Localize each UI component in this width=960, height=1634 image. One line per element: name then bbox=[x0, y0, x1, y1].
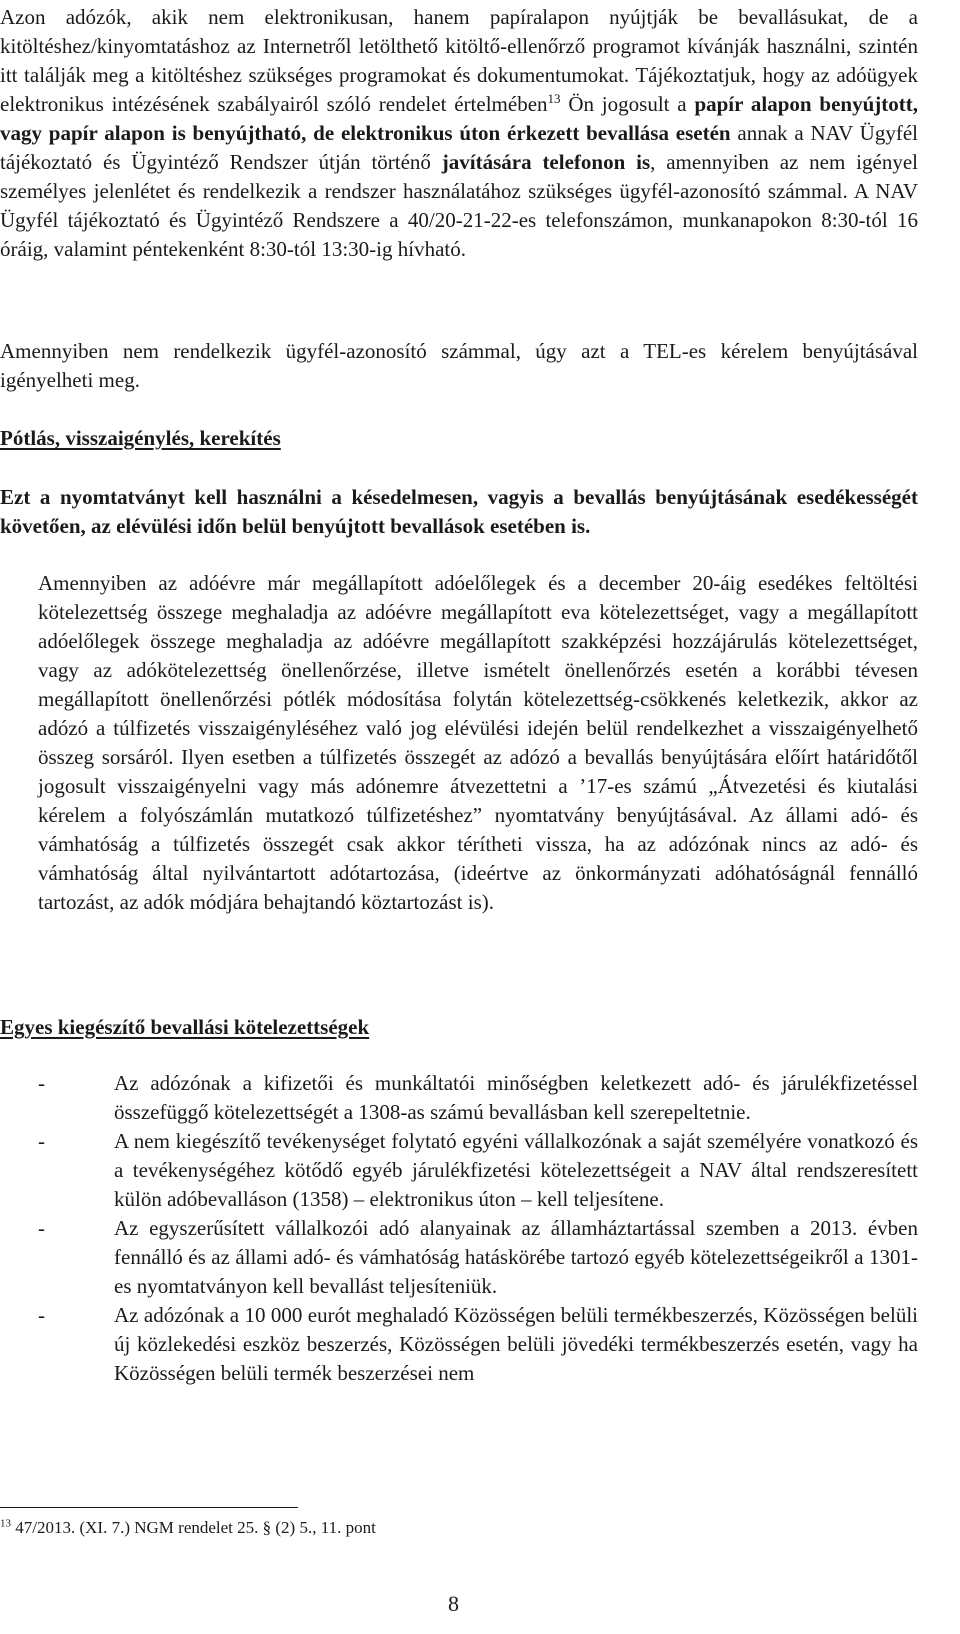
footnote-ref: 13 bbox=[547, 91, 561, 106]
list-item bbox=[0, 1069, 918, 1127]
footnote bbox=[0, 1517, 376, 1539]
footnote-text: 47/2013. (XI. 7.) NGM rendelet 25. § (2) 5., 11. pont bbox=[11, 1518, 376, 1537]
dash-bullet: - bbox=[38, 1303, 45, 1327]
section-heading-potlas: Pótlás, visszaigénylés, kerekítés bbox=[0, 426, 281, 450]
list-item bbox=[0, 1127, 918, 1214]
dash-bullet: - bbox=[38, 1216, 45, 1240]
section1-body: Amennyiben az adóévre már megállapított adóelőlegek és a december 20-áig esedékes feltöltési kötelezettség összege meghaladja az adóévre megállapított eva kötelezettséget, vagy a megállapított adóelőlegek összege meghaladja az adóévre megállapított szakképzési hozzájárulás kötelezettséget, vagy az adókötelezettség önellenőrzése, illetve ismételt önellenőrzés esetén a korábbi tévesen megállapított önellenőrzési pótlék módosítása folytán kötelezettség-csökkenés keletkezik, akkor az adózó a túlfizetés visszaigényléséhez való jog elévülési idején belül rendelkezhet a visszaigényelhető összeg sorsáról. Ilyen esetben a túlfizetés összegét az adózó a bevallás benyújtására előírt határidőtől jogosult visszaigényelni vagy más adónemre átvezettetni a ’17-es számú „Átvezetési és kiutalási kérelem a folyószámlán mutatkozó túlfizetéshez” nyomtatvány benyújtásával. Az állami adó- és vámhatóság a túlfizetés összegét csak akkor térítheti vissza, ha az adózónak nincs az adó- és vámhatóság által nyilvántartott adótartozása, (ideértve az önkormányzati adóhatóságnál fennálló tartozást, az adók módjára behajtandó köztartozást is). bbox=[38, 571, 918, 914]
dash-bullet: - bbox=[38, 1071, 45, 1095]
page-number: 8 bbox=[448, 1591, 459, 1616]
obligations-list bbox=[0, 1069, 918, 1388]
intro-text-d: annak a NAV Ügyfél tájékoztató és Ügyintéző Rendszer útján történő bbox=[0, 121, 918, 174]
footnote-mark: 13 bbox=[0, 1517, 11, 1530]
list-item-text: Az adózónak a kifizetői és munkáltatói minőségben keletkezett adó- és járulékfizetéssel összefüggő kötelezettségét a 1308-as számú bevallásban kell szerepeltetnie. bbox=[114, 1071, 918, 1124]
intro-text-e: , amennyiben az nem igényel személyes jelenlétet és rendelkezik a rendszer használatához szükséges ügyfél-azonosító számmal. A NAV Ügyfél tájékoztató és Ügyintéző Rendszere a 40/20-21-22-es telefonszámon, munkanapokon 8:30-tól 16 óráig, valamint péntekenként 8:30-tól 13:30-ig hívható. bbox=[0, 150, 918, 261]
list-item-text: A nem kiegészítő tevékenységet folytató egyéni vállalkozónak a saját személyére vonatkozó és a tevékenységéhez kötődő egyéb járulékfizetési kötelezettségeit a NAV által rendszeresített külön adóbevalláson (1358) – elektronikus úton – kell teljesítene. bbox=[114, 1129, 918, 1211]
intro-paragraph bbox=[0, 3, 918, 264]
list-item-text: Az adózónak a 10 000 eurót meghaladó Közösségen belüli termékbeszerzés, Közösségen belüli új közlekedési eszköz beszerzés, Közösségen belüli jövedéki termékbeszerzés esetén, vagy ha Közösségen belüli termék beszerzései nem bbox=[114, 1303, 918, 1385]
intro-bold-2: javítására telefonon is bbox=[441, 150, 651, 174]
list-item bbox=[0, 1301, 918, 1388]
footnote-separator bbox=[0, 1507, 298, 1508]
section-heading-kiegeszito: Egyes kiegészítő bevallási kötelezettségek bbox=[0, 1015, 370, 1039]
intro-paragraph-2: Amennyiben nem rendelkezik ügyfél-azonosító számmal, úgy azt a TEL-es kérelem benyújtásával igényelheti meg. bbox=[0, 339, 918, 392]
intro-text-c: Ön jogosult a bbox=[560, 92, 695, 116]
intro-text-a: Azon adózók, akik nem elektronikusan, hanem papíralapon nyújtják be bevallásukat, de a kitöltéshez/kinyomtatáshoz az Internetről letölthető kitöltő-ellenőrző programot kívánják használni, szintén itt találják meg a kitöltéshez szükséges programokat és dokumentumokat. bbox=[0, 5, 918, 87]
list-item bbox=[0, 1214, 918, 1301]
section1-bold-paragraph: Ezt a nyomtatványt kell használni a késedelmesen, vagyis a bevallás benyújtásának esedékességét követően, az elévülési időn belül benyújtott bevallások esetében is. bbox=[0, 485, 918, 538]
intro-bold-1: papír alapon benyújtott, vagy papír alapon is benyújtható, de elektronikus úton érkezett bevallása esetén bbox=[0, 92, 918, 145]
dash-bullet: - bbox=[38, 1129, 45, 1153]
list-item-text: Az egyszerűsített vállalkozói adó alanyainak az államháztartással szemben a 2013. évben fennálló és az állami adó- és vámhatóság hatáskörébe tartozó egyéb kötelezettségeikről a 1301-es nyomtatványon kell bevallást teljesíteniük. bbox=[114, 1216, 918, 1298]
intro-text-b: Tájékoztatjuk, hogy az adóügyek elektronikus intézésének szabályairól szóló rendelet értelmében bbox=[0, 63, 918, 116]
